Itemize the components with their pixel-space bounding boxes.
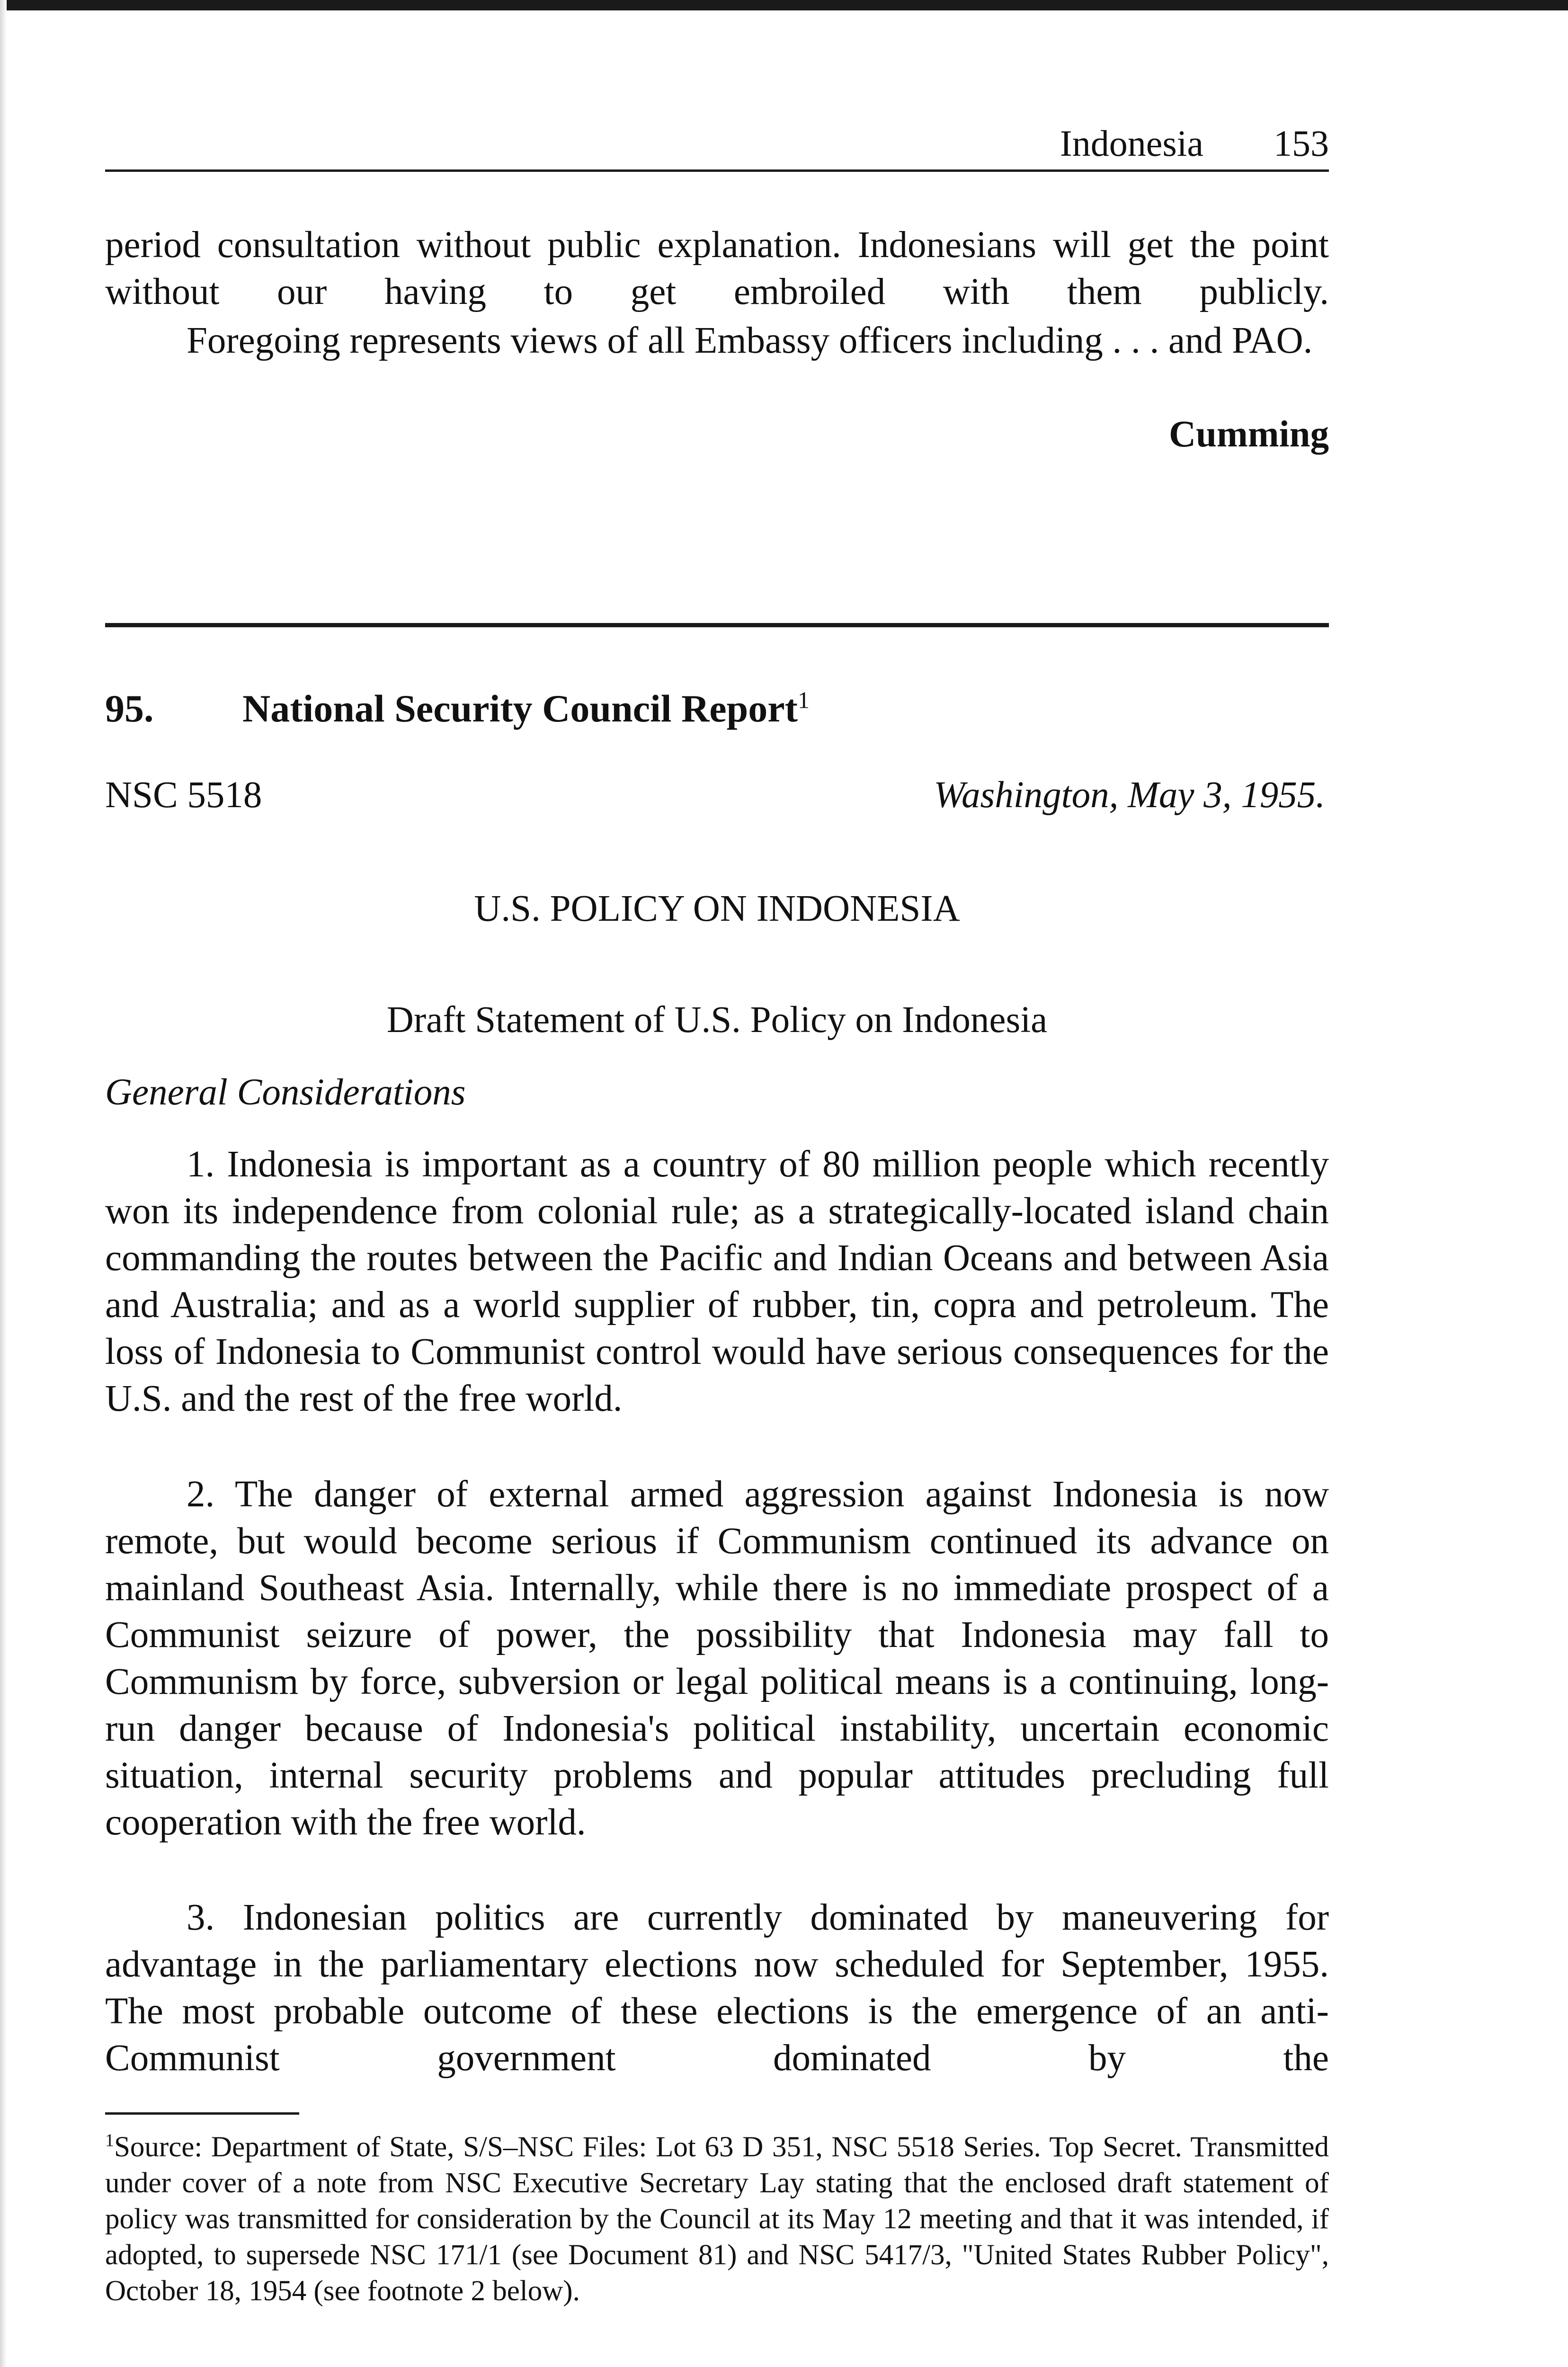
- document-title: [242, 686, 810, 731]
- scan-top-border: [0, 0, 1568, 10]
- scan-left-edge: [0, 0, 7, 2367]
- section-heading: General Considerations: [105, 1072, 466, 1113]
- footnote-rule: [105, 2112, 299, 2115]
- paragraph-2: 2. The danger of external armed aggression against Indonesia is now remote, but would become serious if Communism continued its advance on mainland Southeast Asia. Internally, while there is no immediate prospect of a Communist seizure of power, the possibility that Indonesia may fall to Communism by force, subversion or legal political means is a continuing, long-run danger because of Indonesia's political instability, uncertain economic situation, internal security problems and popular attitudes precluding full cooperation with the free world.: [105, 1474, 1329, 1843]
- page-number: 153: [1274, 123, 1329, 164]
- signature: Cumming: [1169, 414, 1329, 455]
- paragraph-3: 3. Indonesian politics are currently dominated by maneuvering for advantage in the parliamentary elections now scheduled for September, 1955. The most probable outcome of these elections is the emergence of an anti-Communist government dominated by the: [105, 1897, 1329, 2079]
- main-title: U.S. POLICY ON INDONESIA: [474, 888, 960, 929]
- paragraph-1: 1. Indonesia is important as a country of 80 million people which recently won its independence from colonial rule; as a strategically-located island chain commanding the routes between the Pacific and Indian Oceans and between Asia and Australia; and as a world supplier of rubber, tin, copra and petroleum. The loss of Indonesia to Communist control would have serious consequences for the U.S. and the rest of the free world.: [105, 1144, 1329, 1419]
- continuation-paragraph-1: period consultation without public explanation. Indonesians will get the point without our having to get embroiled with them publicly.: [105, 224, 1329, 312]
- document-number: 95.: [105, 687, 154, 730]
- nsc-number: NSC 5518: [105, 774, 262, 816]
- running-head-title: Indonesia: [1060, 123, 1203, 164]
- continuation-paragraph-2: Foregoing represents views of all Embassy officers including . . . and PAO.: [187, 320, 1313, 361]
- footnote-reference[interactable]: 1: [797, 686, 810, 713]
- footnote: [105, 2129, 1329, 2309]
- dateline: Washington, May 3, 1955.: [934, 774, 1325, 816]
- footnote-marker: 1: [105, 2130, 114, 2151]
- section-divider: [105, 623, 1329, 627]
- document-title-text: National Security Council Report: [242, 687, 798, 730]
- footnote-text: Source: Department of State, S/S–NSC Files: Lot 63 D 351, NSC 5518 Series. Top Secret. Transmitted under cover of a note from NSC Executive Secretary Lay stating that the enclosed draft statement of policy was transmitted for consideration by the Council at its May 12 meeting and that it was intended, if adopted, to supersede NSC 171/1 (see Document 81) and NSC 5417/3, "United States Rubber Policy", October 18, 1954 (see footnote 2 below).: [105, 2131, 1329, 2307]
- running-head: [105, 122, 1329, 172]
- sub-title: Draft Statement of U.S. Policy on Indonesia: [386, 999, 1048, 1041]
